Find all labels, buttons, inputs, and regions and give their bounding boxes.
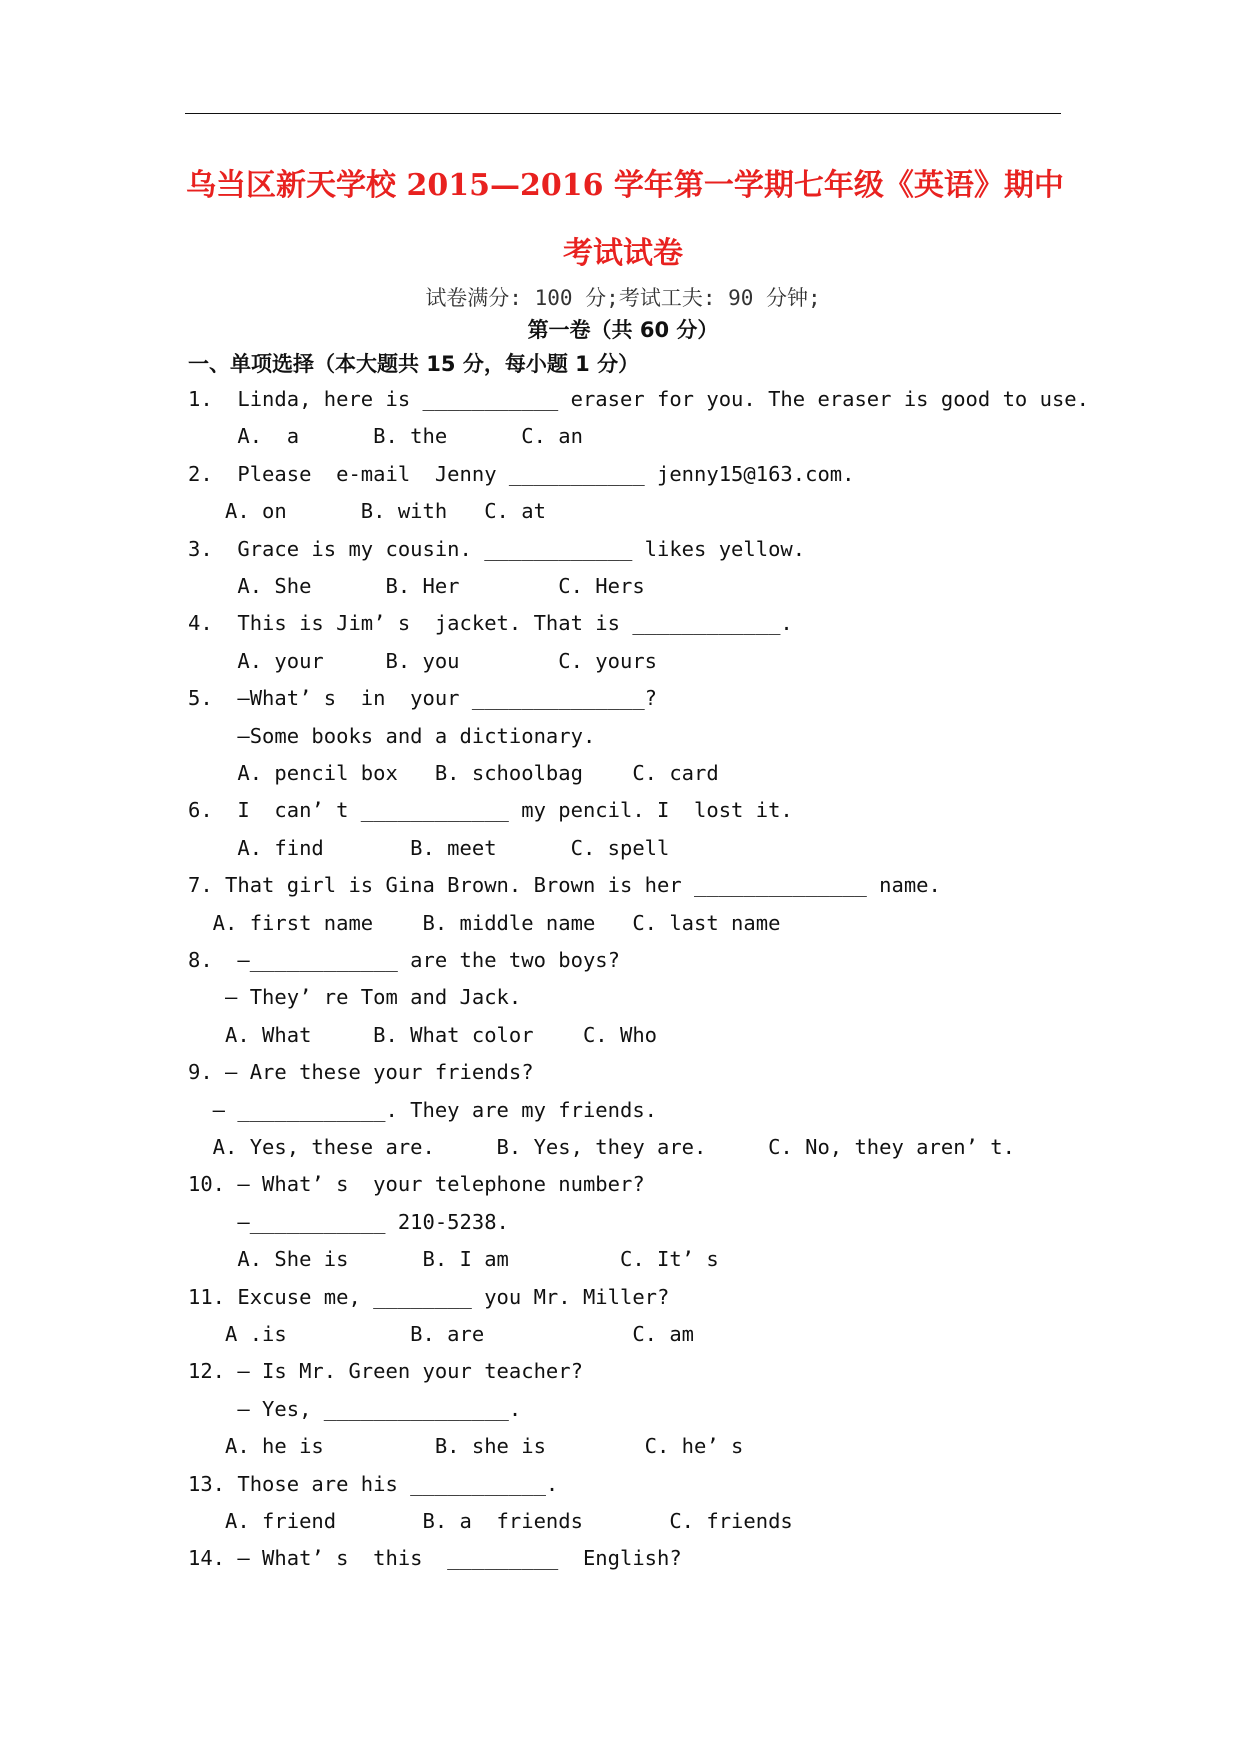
- question-stem: 5. —What’ s in your ______________?: [188, 686, 657, 711]
- question-stem: 8. —____________ are the two boys?: [188, 948, 620, 972]
- question-stem: 9. — Are these your friends?: [188, 1060, 534, 1085]
- question-stem: 7. That girl is Gina Brown. Brown is her ______________ name.: [188, 873, 941, 898]
- question-line: — ____________. They are my friends.: [188, 1097, 657, 1122]
- question-stem: 4. This is Jim’ s jacket. That is ____________.: [188, 611, 793, 636]
- exam-title-line-2: 考试试卷: [563, 236, 683, 271]
- question-stem: 12. — Is Mr. Green your teacher?: [188, 1359, 583, 1384]
- question-line: A. on B. with C. at: [188, 499, 546, 524]
- question-line: A. What B. What color C. Who: [188, 1022, 657, 1047]
- question-line: —Some books and a dictionary.: [188, 723, 596, 748]
- question-stem: 11. Excuse me, ________ you Mr. Miller?: [188, 1284, 670, 1309]
- exam-meta: 试卷满分: 100 分;考试工夫: 90 分钟;: [425, 286, 821, 310]
- question-stem: 2. Please e-mail Jenny ___________ jenny15@163.com.: [188, 461, 855, 486]
- question-stem: 10. — What’ s your telephone number?: [188, 1172, 645, 1197]
- question-line: A .is B. are C. am: [188, 1322, 695, 1346]
- question-stem: 3. Grace is my cousin. ____________ likes yellow.: [188, 536, 806, 561]
- exam-title-line-1: 乌当区新天学校 2015—2016 学年第一学期七年级《英语》期中: [186, 168, 1064, 203]
- section-heading: 一、单项选择（本大题共 15 分，每小题 1 分）: [188, 352, 640, 376]
- question-line: — Yes, _______________.: [188, 1396, 522, 1421]
- question-line: A. Yes, these are. B. Yes, they are. C. No, they aren’ t.: [188, 1135, 1015, 1159]
- question-line: A. She B. Her C. Hers: [188, 574, 645, 598]
- question-line: A. first name B. middle name C. last name: [188, 910, 781, 935]
- question-line: A. he is B. she is C. he’ s: [188, 1434, 744, 1459]
- header-rule: [185, 113, 1061, 114]
- question-line: A. a B. the C. an: [188, 424, 583, 449]
- question-line: A. friend B. a friends C. friends: [188, 1509, 793, 1533]
- question-line: —___________ 210-5238.: [188, 1209, 509, 1234]
- question-line: A. your B. you C. yours: [188, 648, 657, 673]
- volume-heading: 第一卷（共 60 分）: [527, 318, 719, 342]
- question-line: A. find B. meet C. spell: [188, 835, 670, 860]
- question-stem: 1. Linda, here is ___________ eraser for you. The eraser is good to use.: [188, 387, 1089, 411]
- question-line: A. She is B. I am C. It’ s: [188, 1247, 719, 1272]
- question-line: — They’ re Tom and Jack.: [188, 985, 522, 1010]
- question-stem: 14. — What’ s this _________ English?: [188, 1546, 682, 1571]
- question-stem: 13. Those are his ___________.: [188, 1471, 559, 1496]
- question-line: A. pencil box B. schoolbag C. card: [188, 761, 719, 785]
- question-stem: 6. I can’ t ____________ my pencil. I lost it.: [188, 798, 793, 823]
